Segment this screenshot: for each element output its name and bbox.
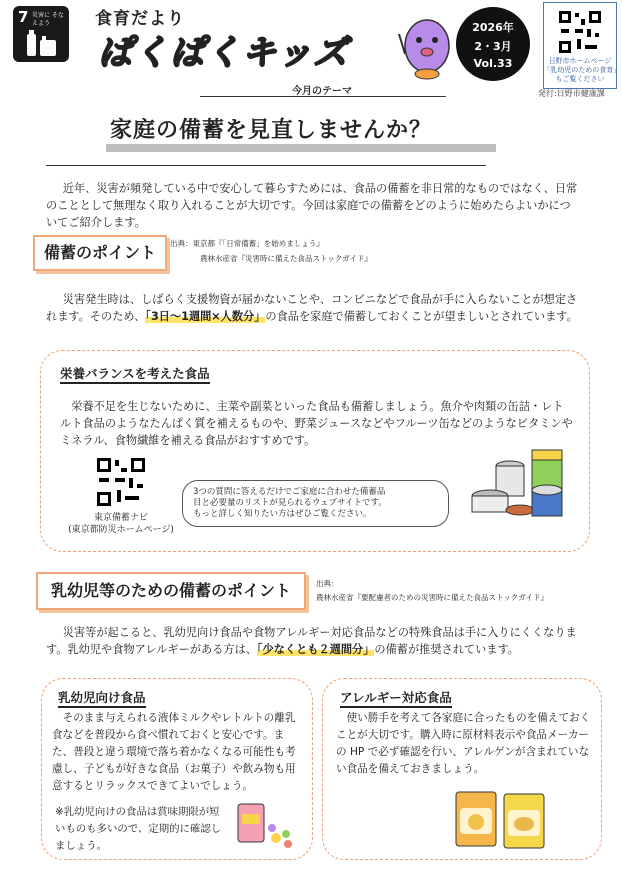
allergy-food-packs-illustration [450, 788, 550, 852]
bubble-line-3: もっと詳しく知りたい方はぜひご覧ください。 [193, 509, 372, 519]
water-bottle-icon [23, 28, 59, 58]
nutrition-balance-text: 栄養不足を生じないために、主菜や副菜といった食品も備蓄しましょう。魚介や肉類の缶詰・レトルト食品のようなたんぱく質を補えるものや、野菜ジュースなどやフルーツ缶などのようなビタミンやミネラル、食物繊維を補える食品がおすすめです。 [60, 400, 573, 447]
website-speech-bubble [182, 480, 449, 527]
headline-divider [46, 165, 486, 166]
sdg-goal-7-badge [13, 6, 69, 62]
qr-caption-name: 東京備蓄ナビ [93, 513, 148, 523]
issue-year: 2026年 [472, 21, 514, 34]
sdg-label: 災害に そなえよう [32, 12, 64, 27]
issue-month: 2・3月 [474, 40, 512, 53]
mascot-icon [393, 10, 461, 82]
infant-food-note: ※乳幼児向けの食品は賞味期限が短いものも多いので、定期的に確認しましょう。 [55, 806, 222, 852]
section1-source-2: 農林水産省『災害時に備えた食品ストックガイド』 [200, 254, 373, 263]
section2-highlight: 「少なくとも２週間分」 [256, 643, 375, 656]
section2-paragraph [46, 624, 580, 658]
section1-highlight: 「3日～1週間×人数分」 [145, 310, 266, 323]
issue-volume: Vol.33 [473, 57, 513, 70]
section-stockpile-points-title: 備蓄のポイント [33, 235, 167, 271]
baby-food-illustration [228, 798, 298, 850]
issuer: 発行:日野市健康課 [538, 89, 605, 98]
allergy-food-title: アレルギー対応食品 [340, 688, 452, 708]
section1-paragraph [46, 291, 580, 325]
theme-label: 今月のテーマ [292, 86, 352, 97]
bichiku-navi-qr-code[interactable] [95, 456, 147, 508]
section-infant-points-title: 乳幼児等のための備蓄のポイント [36, 572, 306, 610]
section2-body-after: の備蓄が推奨されています。 [374, 643, 519, 656]
allergy-food-text: 使い勝手を考えて各家庭に合ったものを備えておくことが大切です。購入時に原材料表示や食品メーカーの HP で必ず確認を行い、アレルゲンが含まれていない食品を備えておきましょう。 [336, 712, 591, 775]
headline-highlight [106, 144, 496, 152]
section1-body-before: 災害発生時は、しばらく支援物資が届かないことや、コンビニなどで食品が手に入らないことが想定されます。そのため、 [46, 293, 578, 323]
section2-source-1: 出典： [316, 579, 339, 588]
qr-caption-site: (東京都防災ホームページ) [68, 525, 174, 535]
section1-source-1: 出典：東京都『「日常備蓄」を始めましょう』 [170, 239, 324, 248]
homepage-qr-note: 日野市ホームページ「乳幼児のための食育」もご覧ください [543, 57, 617, 83]
issue-badge [456, 7, 530, 81]
theme-headline: 家庭の備蓄を見直しませんか？ [110, 118, 433, 143]
infant-food-text: そのまま与えられる液体ミルクやレトルトの離乳食などを普段から食べ慣れておくと安心です。また、普段と違う環境で落ち着かなくなる可能性も考慮し、子どもが好きな食品（お菓子）や飲み物も用意するとリラックスできてよいでしょう。 [52, 712, 296, 792]
newsletter-series: 食育だより [95, 9, 185, 29]
bubble-line-1: 3つの質問に答えるだけでご家庭に合わせた備蓄品 [193, 487, 386, 497]
homepage-qr-code[interactable] [557, 9, 603, 55]
section2-body-before: 災害等が起こると、乳幼児向け食品や食物アレルギー対応食品などの特殊食品は手に入りにくくなります。乳幼児や食物アレルギーがある方は、 [46, 626, 577, 656]
bubble-line-2: 目と必要量のリストが見られるウェブサイトです。 [193, 498, 387, 508]
section2-source-2: 農林水産省『要配慮者のための災害時に備えた食品ストックガイド』 [316, 593, 549, 602]
infant-food-title: 乳幼児向け食品 [58, 688, 146, 708]
section1-body-after: の食品を家庭で備蓄しておくことが望ましいとされています。 [265, 310, 578, 323]
nutrition-balance-title: 栄養バランスを考えた食品 [60, 364, 210, 384]
newsletter-title: ぱくぱくキッズ [98, 33, 350, 73]
bichiku-navi-caption [62, 512, 180, 536]
canned-food-illustration [470, 446, 575, 528]
sdg-number: 7 [18, 8, 29, 26]
intro-paragraph: 近年、災害が頻発している中で安心して暮らすためには、食品の備蓄を非日常的なものではなく、日常のこととして無理なく取り入れることが大切です。今回は家庭での備蓄をどのように始めたらよいかについてご紹介します。 [46, 182, 578, 229]
